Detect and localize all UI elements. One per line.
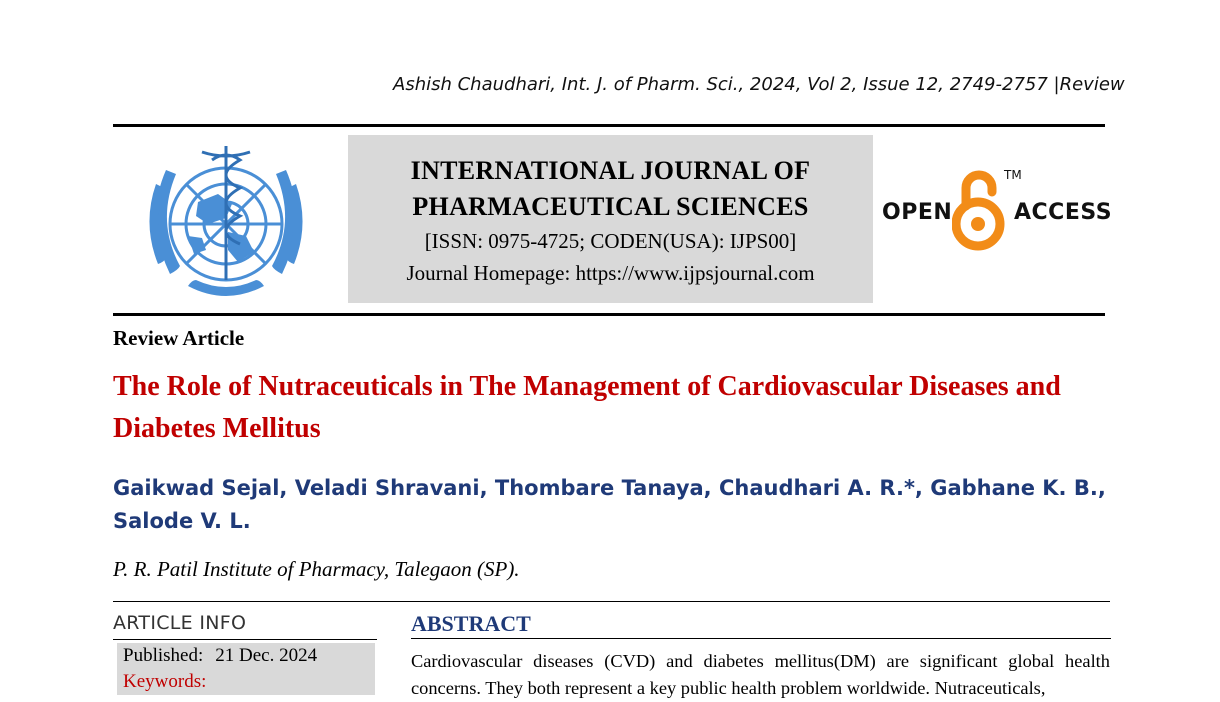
published-row — [123, 645, 317, 667]
affiliation-divider — [113, 601, 1110, 602]
abstract-heading: ABSTRACT — [411, 611, 531, 636]
journal-banner — [348, 135, 873, 303]
un-globe-caduceus-emblem-icon — [128, 140, 324, 304]
published-label: Published: — [123, 645, 204, 666]
header-top-rule — [113, 124, 1105, 127]
journal-homepage: Journal Homepage: https://www.ijpsjournal.com — [406, 261, 815, 285]
journal-title-line2: PHARMACEUTICAL SCIENCES — [412, 192, 809, 221]
journal-issn: [ISSN: 0975-4725; CODEN(USA): IJPS00] — [424, 229, 797, 253]
header-bottom-rule — [113, 313, 1105, 316]
paper-title: The Role of Nutraceuticals in The Management of Cardiovascular Diseases and Diabetes Mellitus — [113, 371, 1061, 444]
author-affiliation: P. R. Patil Institute of Pharmacy, Talegaon (SP). — [113, 557, 520, 581]
trademark-mark: TM — [1004, 168, 1022, 182]
running-header-citation: Ashish Chaudhari, Int. J. of Pharm. Sci., 2024, Vol 2, Issue 12, 2749-2757 |Review — [393, 74, 1125, 95]
open-access-word-left: OPEN — [882, 200, 953, 225]
published-date: 21 Dec. 2024 — [215, 645, 318, 666]
article-info-box — [117, 643, 375, 695]
keywords-label: Keywords: — [123, 671, 207, 692]
article-type: Review Article — [113, 326, 245, 350]
journal-title-line1: INTERNATIONAL JOURNAL OF — [410, 156, 811, 185]
article-info-underline — [113, 639, 377, 640]
abstract-underline — [411, 638, 1111, 639]
author-list: Gaikwad Sejal, Veladi Shravani, Thombare Tanaya, Chaudhari A. R.*, Gabhane K. B., Salode V. L. — [113, 476, 1106, 533]
article-info-heading: ARTICLE INFO — [113, 612, 247, 634]
open-access-logo — [880, 166, 1113, 256]
abstract-text: Cardiovascular diseases (CVD) and diabetes mellitus(DM) are significant global health concerns. They both represent a key public health problem worldwide. Nutraceuticals, — [411, 651, 1110, 698]
journal-logo — [128, 140, 324, 304]
open-access-word-right: ACCESS — [1014, 200, 1113, 225]
